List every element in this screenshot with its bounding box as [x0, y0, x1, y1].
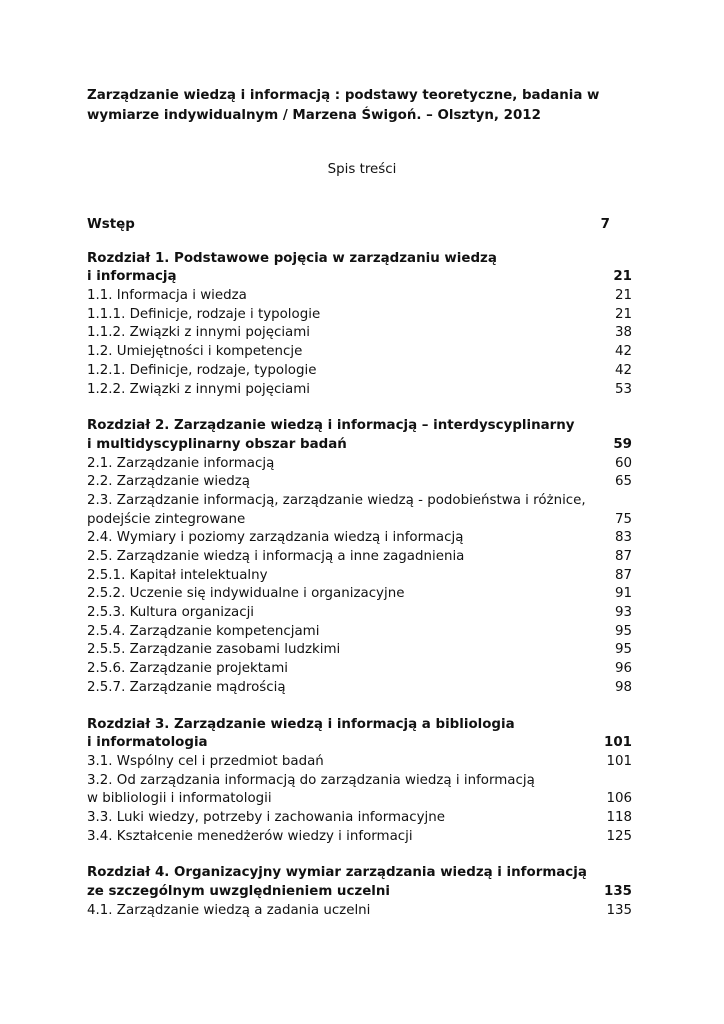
toc-entry-label: 2.5.4. Zarządzanie kompetencjami — [87, 623, 320, 639]
toc-entry-page: 65 — [614, 474, 632, 490]
toc-entry-label: 2.5.5. Zarządzanie zasobami ludzkimi — [87, 642, 341, 658]
toc-entry-page: 21 — [614, 306, 632, 322]
chapter-block — [87, 864, 632, 920]
toc-entry — [87, 473, 632, 492]
toc-entry-label: 2.2. Zarządzanie wiedzą — [87, 474, 251, 490]
toc-entry-label: w bibliologii i informatologii — [87, 791, 272, 807]
toc-entry-page: 118 — [606, 809, 632, 825]
chapter-block — [87, 417, 632, 697]
chapter-title-line-2 — [87, 734, 632, 753]
toc-intro-page: 7 — [600, 217, 610, 232]
chapter-title-text: Rozdział 3. Zarządzanie wiedzą i informacją a bibliologia — [87, 716, 515, 732]
chapter-page-number: 101 — [604, 735, 632, 751]
toc-entry-label: 2.4. Wymiary i poziomy zarządzania wiedzą i informacją — [87, 530, 464, 546]
toc-entry-label: 3.1. Wspólny cel i przedmiot badań — [87, 753, 324, 769]
toc-entry-page: 42 — [614, 362, 632, 378]
toc-entry-label: 1.1. Informacja i wiedza — [87, 288, 247, 304]
toc-entry — [87, 529, 632, 548]
toc-entry — [87, 753, 632, 772]
header-line-2: wymiarze indywidualnym / Marzena Świgoń. – Olsztyn, 2012 — [87, 108, 541, 123]
toc-entry-label: 4.1. Zarządzanie wiedzą a zadania uczelni — [87, 902, 371, 918]
toc-entry-label: 2.5.7. Zarządzanie mądrością — [87, 679, 286, 695]
toc-entry-page: 21 — [614, 288, 632, 304]
chapter-title-line-2 — [87, 268, 632, 287]
toc-entry-page: 95 — [614, 623, 632, 639]
toc-entry-page: 96 — [614, 661, 632, 677]
chapter-title-line-1 — [87, 716, 632, 735]
chapter-title-line-2 — [87, 883, 632, 902]
toc-entry — [87, 362, 632, 381]
toc-entry — [87, 343, 632, 362]
toc-entry — [87, 511, 632, 530]
toc-entry — [87, 324, 632, 343]
chapter-title-text: ze szczególnym uwzględnieniem uczelni — [87, 884, 390, 899]
toc-entry — [87, 679, 632, 698]
toc-intro-label: Wstęp — [87, 217, 135, 232]
toc-entry-label: podejście zintegrowane — [87, 511, 246, 527]
toc-entry-label: 2.5.6. Zarządzanie projektami — [87, 661, 288, 677]
chapter-title-line-1 — [87, 864, 632, 883]
toc-entry-label: 2.1. Zarządzanie informacją — [87, 455, 275, 471]
toc-entry — [87, 641, 632, 660]
toc-entry-page: 87 — [614, 549, 632, 564]
toc-entry — [87, 902, 632, 921]
toc-entry-label: 1.2.2. Związki z innymi pojęciami — [87, 381, 311, 397]
chapter-title-text: Rozdział 4. Organizacyjny wymiar zarządzania wiedzą i informacją — [87, 865, 587, 881]
toc-entry-label: 2.5.1. Kapitał intelektualny — [87, 567, 268, 583]
toc-entry — [87, 660, 632, 679]
toc-entry — [87, 828, 632, 847]
toc-entry-page: 125 — [606, 828, 632, 844]
toc-entry-page: 83 — [614, 530, 632, 546]
toc-entry — [87, 381, 632, 400]
toc-entry-page: 93 — [614, 605, 632, 621]
chapter-title-text: Rozdział 2. Zarządzanie wiedzą i informacją – interdyscyplinarny — [87, 418, 575, 434]
toc-entry-page: 135 — [606, 902, 632, 918]
toc-entry — [87, 455, 632, 474]
toc-entry — [87, 809, 632, 828]
toc-entry — [87, 772, 632, 791]
toc-entry-label: 2.3. Zarządzanie informacją, zarządzanie wiedzą - podobieństwa i różnice, — [87, 492, 586, 508]
toc-intro — [87, 216, 632, 235]
toc-title: Spis treści — [327, 162, 397, 177]
chapter-block — [87, 716, 632, 847]
toc-entry-page: 60 — [614, 455, 632, 471]
chapter-title-line-1 — [87, 417, 632, 436]
toc-entry-label: 1.2. Umiejętności i kompetencje — [87, 344, 303, 360]
toc-entry-label: 1.1.2. Związki z innymi pojęciami — [87, 325, 311, 341]
toc-entry-label: 3.2. Od zarządzania informacją do zarządzania wiedzą i informacją — [87, 772, 535, 788]
chapter-title-text: i informacją — [87, 269, 177, 285]
toc-entry-label: 3.4. Kształcenie menedżerów wiedzy i informacji — [87, 828, 413, 844]
toc-entry-label: 1.1.1. Definicje, rodzaje i typologie — [87, 306, 321, 322]
toc-entry — [87, 287, 632, 306]
toc-entry — [87, 790, 632, 809]
table-of-contents — [87, 216, 632, 920]
chapter-title-line-2 — [87, 436, 632, 455]
toc-entry-label: 2.5.2. Uczenie się indywidualne i organizacyjne — [87, 586, 405, 602]
toc-entry-page: 98 — [614, 679, 632, 695]
toc-entry — [87, 492, 632, 511]
toc-entry-label: 1.2.1. Definicje, rodzaje, typologie — [87, 362, 317, 378]
toc-entry-page: 106 — [606, 791, 632, 807]
toc-entry-label: 2.5.3. Kultura organizacji — [87, 605, 255, 621]
toc-entry-label: 2.5. Zarządzanie wiedzą i informacją a inne zagadnienia — [87, 549, 465, 564]
chapter-title-line-1 — [87, 250, 632, 269]
toc-entry — [87, 585, 632, 604]
toc-entry-page: 101 — [606, 753, 632, 769]
chapter-title-text: i multidyscyplinarny obszar badań — [87, 436, 347, 452]
chapter-page-number: 21 — [613, 269, 632, 285]
toc-entry — [87, 567, 632, 586]
toc-entry-page: 95 — [614, 642, 632, 658]
toc-entry — [87, 548, 632, 567]
toc-entry — [87, 306, 632, 325]
chapter-page-number: 135 — [604, 884, 632, 899]
toc-entry-page: 53 — [614, 381, 632, 397]
bibliographic-header — [87, 86, 647, 126]
toc-entry — [87, 623, 632, 642]
chapter-title-text: Rozdział 1. Podstawowe pojęcia w zarządzaniu wiedzą — [87, 250, 497, 266]
chapter-page-number: 59 — [613, 436, 632, 452]
toc-entry — [87, 604, 632, 623]
toc-entry-page: 75 — [614, 511, 632, 527]
header-line-1: Zarządzanie wiedzą i informacją : podstawy teoretyczne, badania w — [87, 88, 600, 103]
toc-entry-page: 91 — [614, 586, 632, 602]
toc-entry-page: 38 — [614, 325, 632, 341]
chapter-block — [87, 250, 632, 400]
chapter-title-text: i informatologia — [87, 735, 208, 751]
toc-entry-page: 42 — [614, 344, 632, 360]
toc-entry-label: 3.3. Luki wiedzy, potrzeby i zachowania informacyjne — [87, 809, 445, 825]
toc-entry-page: 87 — [614, 567, 632, 583]
chapters — [87, 250, 632, 921]
